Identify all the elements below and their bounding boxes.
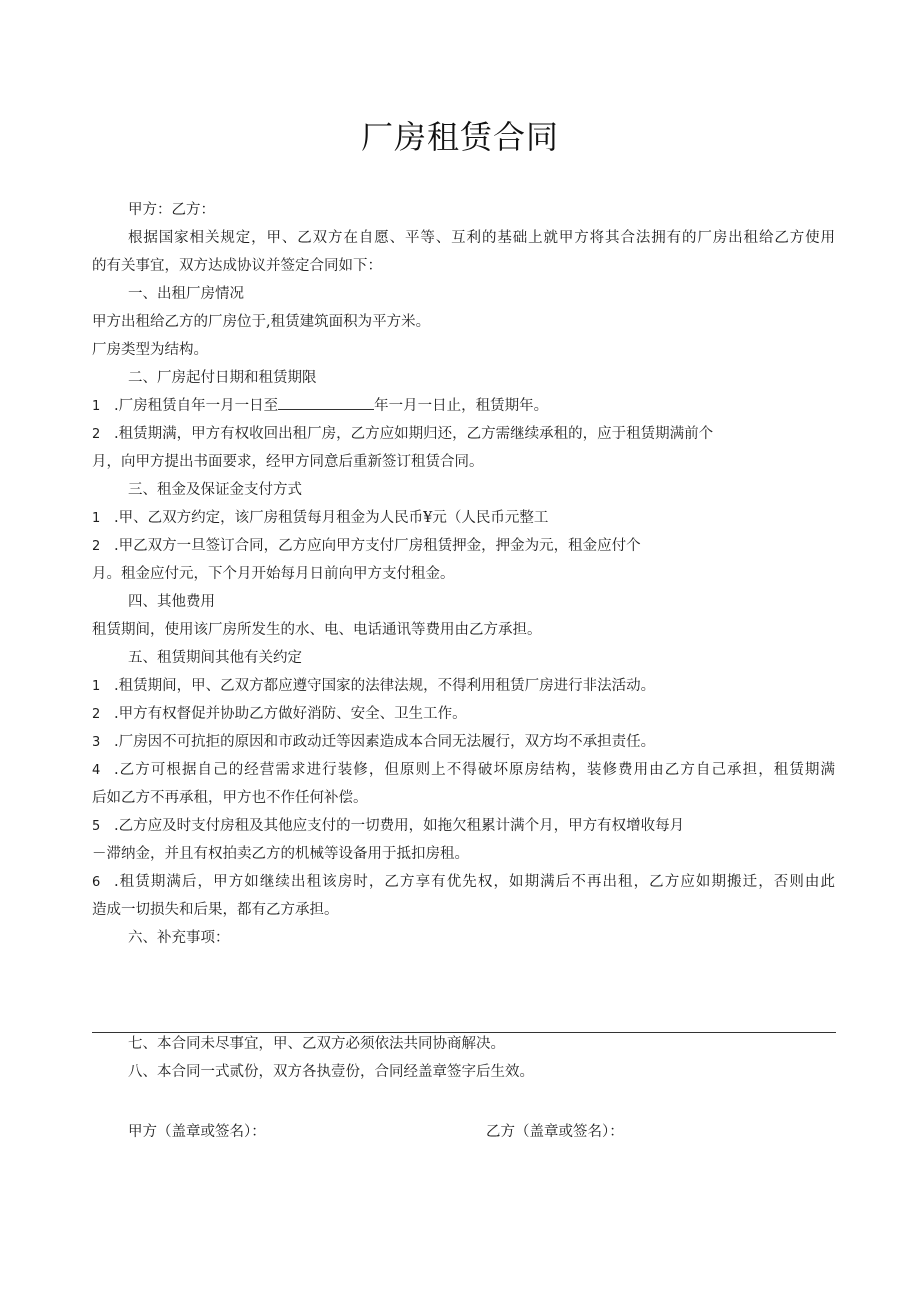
section-5-item-5-cont: －滞纳金，并且有权拍卖乙方的机械等设备用于抵扣房租。 — [92, 846, 469, 862]
parties-line: 甲方：乙方： — [128, 202, 215, 218]
section-2-item-1 — [92, 396, 548, 417]
section-5-item-3 — [92, 732, 655, 753]
item-text: .甲、乙双方约定，该厂房租赁每月租金为人民币¥元（人民币元整工 — [114, 510, 549, 526]
item-text: .乙方应及时支付房租及其他应支付的一切费用，如拖欠租累计满个月，甲方有权增收每月 — [114, 818, 685, 834]
item-text-part2: 年一月一日止，租赁期年。 — [374, 398, 549, 414]
section-4-line1: 租赁期间，使用该厂房所发生的水、电、电话通讯等费用由乙方承担。 — [92, 622, 542, 638]
section-1-line2: 厂房类型为结构。 — [92, 342, 208, 358]
item-number: 5 — [92, 819, 101, 834]
item-text: .厂房因不可抗拒的原因和市政动迁等因素造成本合同无法履行，双方均不承担责任。 — [114, 734, 656, 750]
section-4-heading: 四、其他费用 — [128, 594, 215, 610]
intro-paragraph-line1: 根据国家相关规定，甲、乙双方在自愿、平等、互利的基础上就甲方将其合法拥有的厂房出租给乙方使用 — [128, 230, 835, 246]
section-7-line: 七、本合同未尽事宜，甲、乙双方必须依法共同协商解决。 — [128, 1036, 505, 1052]
item-number: 2 — [92, 539, 101, 554]
party-b-signature-label: 乙方（盖章或签名）： — [486, 1124, 624, 1140]
item-text: .租赁期满后，甲方如继续出租该房时，乙方享有优先权，如期满后不再出租，乙方应如期搬迁，否则由此 — [114, 874, 835, 890]
intro-paragraph-line2: 的有关事宜，双方达成协议并签定合同如下： — [92, 258, 382, 274]
item-number: 1 — [92, 679, 101, 694]
item-text: .甲方有权督促并协助乙方做好消防、安全、卫生工作。 — [114, 706, 467, 722]
section-2-item-2-cont: 月，向甲方提出书面要求，经甲方同意后重新签订租赁合同。 — [92, 454, 484, 470]
item-number: 1 — [92, 511, 101, 526]
item-number: 2 — [92, 427, 101, 442]
section-2-item-2 — [92, 424, 713, 445]
document-title: 厂房租赁合同 — [360, 118, 559, 156]
section-2-heading: 二、厂房起付日期和租赁期限 — [128, 370, 317, 386]
section-1-line1: 甲方出租给乙方的厂房位于,租赁建筑面积为平方米。 — [92, 314, 431, 330]
item-number: 3 — [92, 735, 101, 750]
section-1-heading: 一、出租厂房情况 — [128, 286, 244, 302]
section-5-item-4 — [92, 760, 835, 781]
section-3-item-2 — [92, 536, 641, 557]
section-5-item-5 — [92, 816, 684, 837]
section-5-item-1 — [92, 676, 655, 697]
item-text: .甲乙双方一旦签订合同，乙方应向甲方支付厂房租赁押金，押金为元，租金应付个 — [114, 538, 641, 554]
section-3-item-1 — [92, 508, 548, 529]
section-5-item-6-cont: 造成一切损失和后果，都有乙方承担。 — [92, 902, 339, 918]
section-5-item-4-cont: 后如乙方不再承租，甲方也不作任何补偿。 — [92, 790, 368, 806]
item-number: 4 — [92, 763, 101, 778]
section-5-item-2 — [92, 704, 467, 725]
section-6-heading: 六、补充事项： — [128, 930, 230, 946]
item-text: .租赁期间，甲、乙双方都应遵守国家的法律法规，不得利用租赁厂房进行非法活动。 — [114, 678, 656, 694]
section-3-item-2-cont: 月。租金应付元，下个月开始每月日前向甲方支付租金。 — [92, 566, 455, 582]
fill-in-blank — [278, 396, 374, 410]
section-5-heading: 五、租赁期间其他有关约定 — [128, 650, 302, 666]
divider-line — [92, 1032, 836, 1033]
item-number: 6 — [92, 875, 101, 890]
section-3-heading: 三、租金及保证金支付方式 — [128, 482, 302, 498]
item-number: 2 — [92, 707, 101, 722]
item-number: 1 — [92, 399, 101, 414]
item-text: .乙方可根据自己的经营需求进行装修，但原则上不得破坏原房结构，装修费用由乙方自己承担，租赁期满 — [114, 762, 835, 778]
item-text: .租赁期满，甲方有权收回出租厂房，乙方应如期归还，乙方需继续承租的，应于租赁期满前个 — [114, 426, 714, 442]
item-text-part1: .厂房租赁自年一月一日至 — [114, 398, 279, 414]
party-a-signature-label: 甲方（盖章或签名）： — [128, 1124, 266, 1140]
section-8-line: 八、本合同一式贰份，双方各执壹份，合同经盖章签字后生效。 — [128, 1064, 534, 1080]
section-5-item-6 — [92, 872, 835, 893]
